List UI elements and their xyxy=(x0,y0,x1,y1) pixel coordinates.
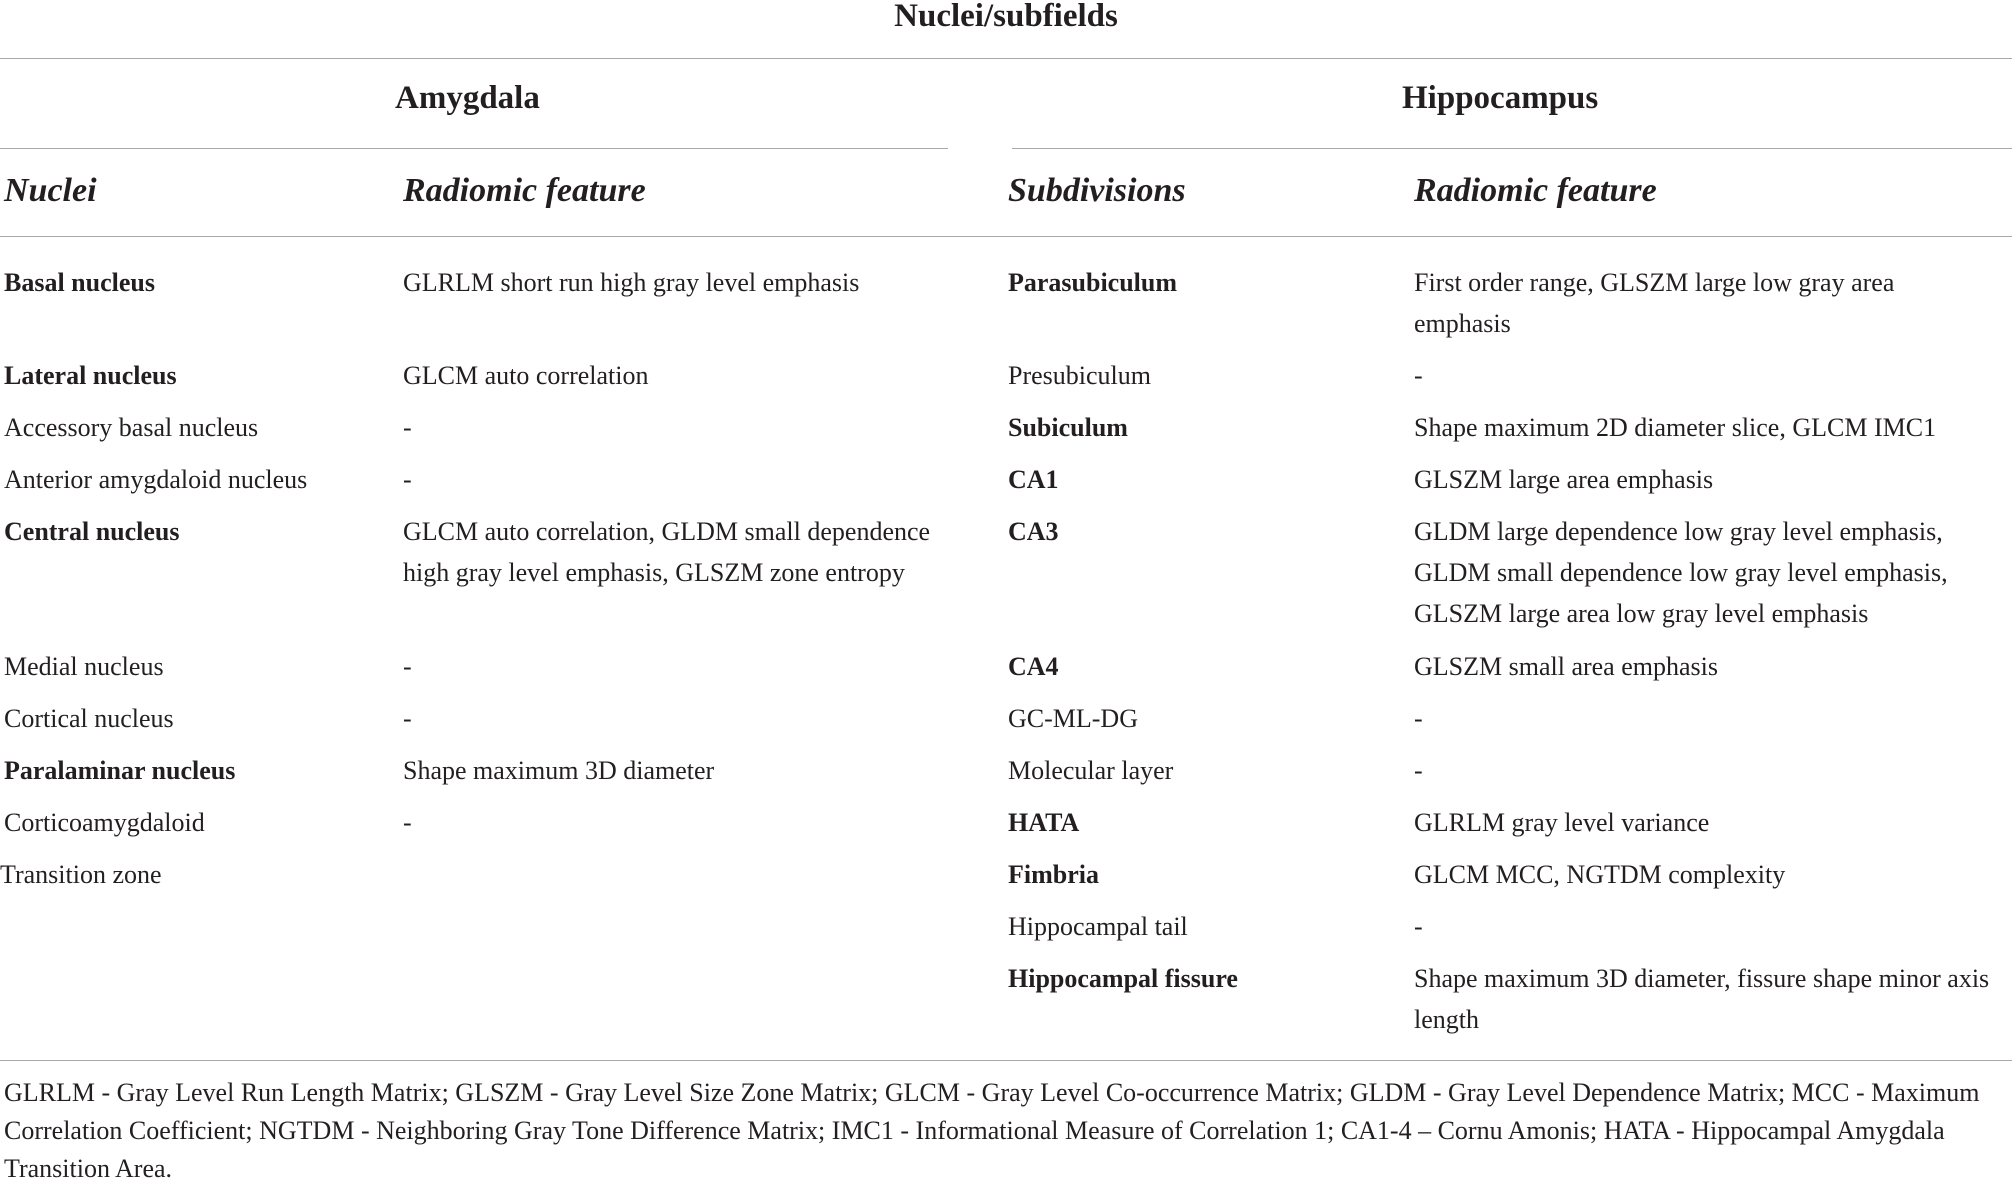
table-cell: First order range, GLSZM large low gray area emphasis xyxy=(1414,268,1895,338)
table-cell: - xyxy=(1414,912,1423,941)
table-cell: - xyxy=(403,413,412,442)
table-row: GC-ML-DG xyxy=(1008,704,1138,733)
table-cell: - xyxy=(403,465,412,494)
hippocampus-group-header: Hippocampus xyxy=(1402,80,1599,116)
table-row: Basal nucleus xyxy=(4,268,155,297)
table-row: Cortical nucleus xyxy=(4,704,174,733)
table-row: CA1 xyxy=(1008,465,1059,494)
table-top-header: Nuclei/subfields xyxy=(894,0,1118,34)
table-row: Lateral nucleus xyxy=(4,361,177,390)
col-header-nuclei: Nuclei xyxy=(4,172,97,209)
table-row: CA3 xyxy=(1008,517,1059,546)
table-row: Hippocampal fissure xyxy=(1008,964,1238,993)
table-row: CA4 xyxy=(1008,652,1059,681)
top-rule xyxy=(0,58,2012,59)
table-cell: - xyxy=(403,652,412,681)
table-cell: GLCM auto correlation xyxy=(403,361,649,390)
table-cell: Shape maximum 3D diameter xyxy=(403,756,715,785)
table-row: Corticoamygdaloid xyxy=(4,808,205,837)
table-cell: - xyxy=(1414,704,1423,733)
amygdala-group-rule xyxy=(0,148,948,149)
table-cell: Shape maximum 2D diameter slice, GLCM IMC1 xyxy=(1414,413,1937,442)
table-cell: - xyxy=(1414,361,1423,390)
table-row: Paralaminar nucleus xyxy=(4,756,236,785)
table-row: HATA xyxy=(1008,808,1080,837)
table-cell: Shape maximum 3D diameter, fissure shape minor axis length xyxy=(1414,964,1990,1034)
table-cell: GLCM MCC, NGTDM complexity xyxy=(1414,860,1786,889)
col-header-amygdala-feature: Radiomic feature xyxy=(403,172,646,209)
table-cell: - xyxy=(1414,756,1423,785)
table-cell: GLSZM small area emphasis xyxy=(1414,652,1718,681)
table-cell: GLSZM large area emphasis xyxy=(1414,465,1714,494)
table-row: Parasubiculum xyxy=(1008,268,1178,297)
hippocampus-group-rule xyxy=(1012,148,2012,149)
table-cell: GLDM large dependence low gray level emphasis, GLDM small dependence low gray level emphasis, GLSZM large area low gray level emphasis xyxy=(1414,517,1948,628)
table-row: Anterior amygdaloid nucleus xyxy=(4,465,308,494)
table-row: Accessory basal nucleus xyxy=(4,413,259,442)
col-header-subdivisions: Subdivisions xyxy=(1008,172,1186,209)
table-cell: - xyxy=(403,704,412,733)
table-row: Molecular layer xyxy=(1008,756,1174,785)
table-row: Fimbria xyxy=(1008,860,1099,889)
table-row: Presubiculum xyxy=(1008,361,1151,390)
table-row: Central nucleus xyxy=(4,517,180,546)
table-bottom-rule xyxy=(0,1060,2012,1061)
table-cell: - xyxy=(403,808,412,837)
amygdala-group-header: Amygdala xyxy=(395,80,540,116)
col-header-hippocampus-feature: Radiomic feature xyxy=(1414,172,1657,209)
table-footnote: GLRLM - Gray Level Run Length Matrix; GLSZM - Gray Level Size Zone Matrix; GLCM - Gray Level Co-occurrence Matrix; GLDM - Gray Level Dependence Matrix; MCC - Maximum Correlation Coefficient; NGTDM - Neighboring Gray Tone Difference Matrix; IMC1 - Informational Measure of Correlation 1; CA1-4 – Cornu Amonis; HATA - Hippocampal Amygdala Transition Area. xyxy=(4,1078,1980,1183)
table-row: Hippocampal tail xyxy=(1008,912,1188,941)
table-row: Transition zone xyxy=(0,860,162,889)
table-cell: GLRLM gray level variance xyxy=(1414,808,1710,837)
table-cell: GLCM auto correlation, GLDM small dependence high gray level emphasis, GLSZM zone entropy xyxy=(403,517,931,587)
table-row: Medial nucleus xyxy=(4,652,164,681)
table-cell: GLRLM short run high gray level emphasis xyxy=(403,268,860,297)
table-row: Subiculum xyxy=(1008,413,1128,442)
header-bottom-rule xyxy=(0,236,2012,237)
